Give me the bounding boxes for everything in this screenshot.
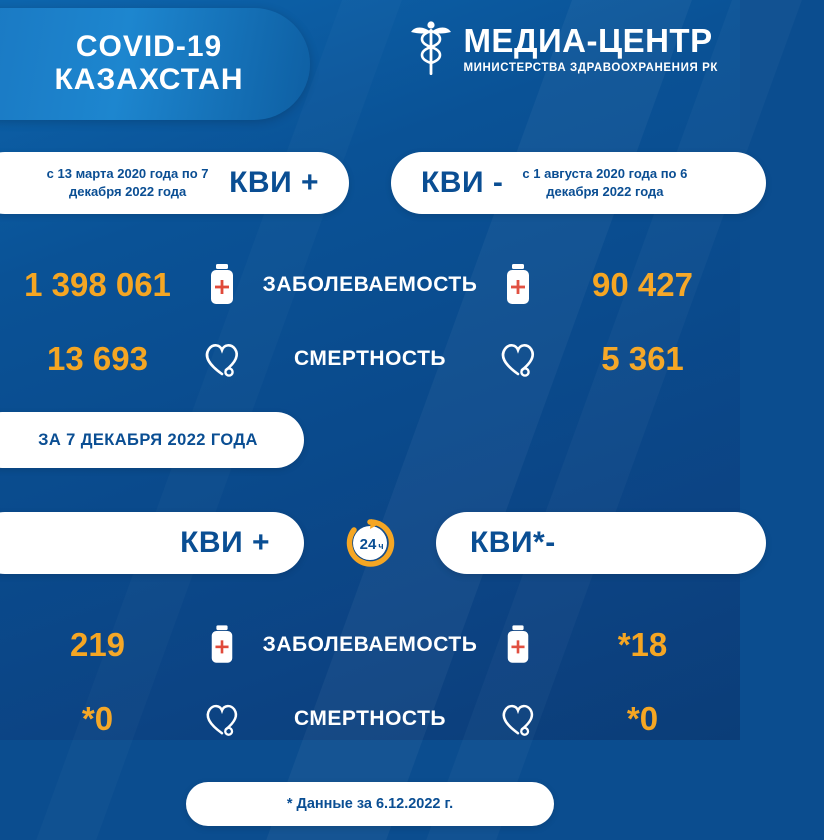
- cumulative-stats: [0, 248, 740, 396]
- cumulative-deaths-negative: 5 361: [601, 340, 684, 377]
- daily-stats: [0, 608, 740, 756]
- caduceus-icon: [409, 20, 453, 78]
- heart-stethoscope-icon: [491, 340, 545, 378]
- daily-negative-label: КВИ*-: [470, 526, 556, 559]
- cumulative-positive-pill: [0, 152, 349, 214]
- brand-text: [463, 21, 718, 75]
- daily-date-text: ЗА 7 ДЕКАБРЯ 2022 ГОДА: [38, 430, 258, 449]
- heart-stethoscope-icon: [195, 701, 249, 737]
- 24-hours-icon: [345, 518, 395, 568]
- svg-text:24: 24: [359, 536, 377, 553]
- daily-positive-pill: [0, 512, 304, 574]
- brand-subtitle: МИНИСТЕРСТВА ЗДРАВООХРАНЕНИЯ РК: [463, 62, 718, 75]
- daily-negative-pill: [436, 512, 766, 574]
- vaccine-bottle-icon: [491, 264, 545, 306]
- cumulative-period-pills: [0, 152, 740, 214]
- stat-name-mortality: СМЕРТНОСТЬ: [293, 347, 446, 370]
- stat-name-incidence: ЗАБОЛЕВАЕМОСТЬ: [262, 273, 478, 296]
- stat-row: [0, 608, 740, 682]
- cumulative-cases-negative: 90 427: [592, 266, 693, 303]
- daily-positive-label: КВИ +: [180, 526, 270, 559]
- daily-cases-negative: *18: [617, 626, 668, 663]
- brand-name: МЕДИА-ЦЕНТР: [463, 21, 713, 59]
- stat-name-mortality: СМЕРТНОСТЬ: [293, 707, 446, 730]
- cumulative-negative-label: КВИ -: [421, 166, 504, 199]
- page-title: [0, 8, 310, 120]
- daily-period-pills: [0, 512, 740, 574]
- vaccine-bottle-icon: [195, 625, 249, 665]
- daily-date-banner: [0, 412, 740, 468]
- cumulative-negative-daterange: с 1 августа 2020 года по 6 декабря 2022 года: [522, 166, 688, 199]
- brand-block: [409, 20, 718, 78]
- title-line-covid: COVID-19: [75, 30, 223, 64]
- cumulative-deaths-positive: 13 693: [47, 340, 148, 377]
- title-line-country: КАЗАХСТАН: [54, 63, 244, 97]
- poster-header: [0, 0, 740, 128]
- daily-cases-positive: 219: [69, 626, 126, 663]
- stat-row: [0, 248, 740, 322]
- cumulative-positive-label: КВИ +: [229, 166, 319, 199]
- stat-row: [0, 682, 740, 756]
- svg-text:ч: ч: [378, 541, 384, 551]
- heart-stethoscope-icon: [491, 701, 545, 737]
- cumulative-cases-positive: 1 398 061: [24, 266, 171, 303]
- vaccine-bottle-icon: [491, 625, 545, 665]
- footnote-text: * Данные за 6.12.2022 г.: [286, 796, 454, 812]
- cumulative-positive-daterange: с 13 марта 2020 года по 7 декабря 2022 года: [46, 166, 209, 199]
- daily-deaths-positive: *0: [81, 700, 114, 737]
- footnote-banner: [0, 782, 740, 826]
- daily-deaths-negative: *0: [626, 700, 659, 737]
- cumulative-negative-pill: [391, 152, 766, 214]
- vaccine-bottle-icon: [195, 264, 249, 306]
- stat-name-incidence: ЗАБОЛЕВАЕМОСТЬ: [262, 633, 478, 656]
- heart-stethoscope-icon: [195, 340, 249, 378]
- stat-row: [0, 322, 740, 396]
